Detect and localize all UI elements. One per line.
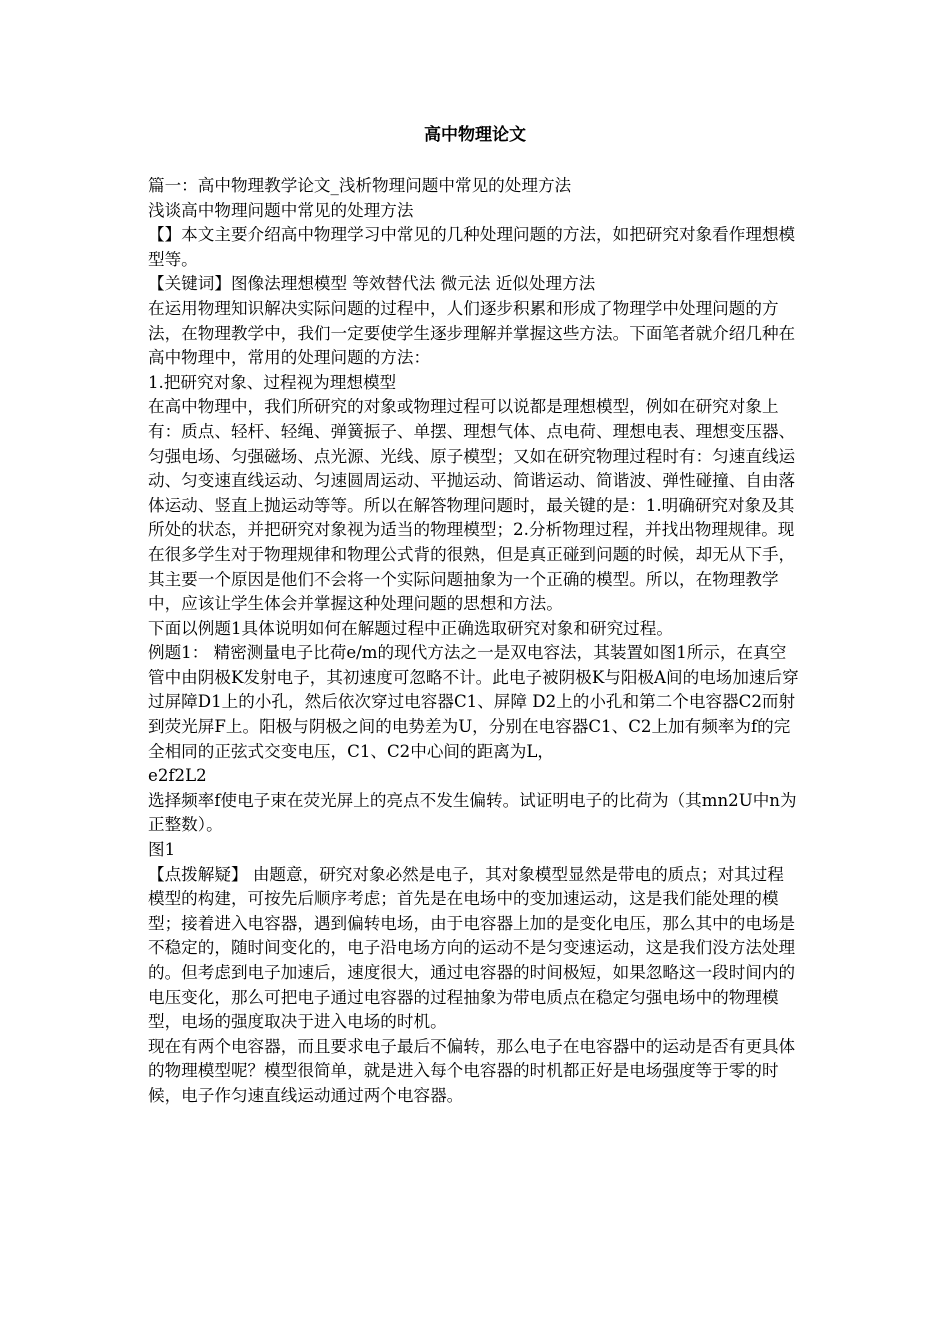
example-problem: 例题1： 精密测量电子比荷e/m的现代方法之一是双电容法，其装置如图1所示，在真空管中由阴极K发射电子，其初速度可忽略不计。此电子被阴极K与阳极A间的电场加速后穿过屏障D1上的小孔，然后依次穿过电容器C1、屏障 D2上的小孔和第二个电容器C2而射到荧光屏F上。阳极与阴极之间的电势差为U，分别在电容器C1、C2上加有频率为f的完全相同的正弦式交变电压，C1、C2中心间的距离为L， <box>148 643 799 761</box>
paragraph: 在运用物理知识解决实际问题的过程中，人们逐步积累和形成了物理学中处理问题的方法，在物理教学中，我们一定要使学生逐步理解并掌握这些方法。下面笔者就介绍几种在高中物理中，常用的处理问题的方法： <box>148 298 796 368</box>
document-body <box>148 174 800 1109</box>
paragraph: 现在有两个电容器，而且要求电子最后不偏转，那么电子在电容器中的运动是否有更具体的物理模型呢？模型很简单，就是进入每个电容器的时机都正好是电场强度等于零的时候，电子作匀速直线运动通过两个电容器。 <box>148 1036 796 1105</box>
formula-fragment: e2f2L2 <box>148 766 207 786</box>
subheading: 1.把研究对象、过程视为理想模型 <box>148 372 397 392</box>
paragraph: 下面以例题1具体说明如何在解题过程中正确选取研究对象和研究过程。 <box>148 618 673 638</box>
abstract: 【】本文主要介绍高中物理学习中常见的几种处理问题的方法，如把研究对象看作理想模型等。 <box>148 225 796 269</box>
paragraph: 选择频率f使电子束在荧光屏上的亮点不发生偏转。试证明电子的比荷为（其mn2U中n为正整数）。 <box>148 790 797 835</box>
section-heading: 篇一：高中物理教学论文_浅析物理问题中常见的处理方法 <box>148 176 572 195</box>
keywords: 【关键词】图像法理想模型 等效替代法 微元法 近似处理方法 <box>148 274 596 294</box>
article-title: 浅谈高中物理问题中常见的处理方法 <box>148 200 414 220</box>
document-title: 高中物理论文 <box>424 125 526 145</box>
paragraph: 在高中物理中，我们所研究的对象或物理过程可以说都是理想模型，例如在研究对象上有：质点、轻杆、轻绳、弹簧振子、单摆、理想气体、点电荷、理想电表、理想变压器、匀强电场、匀强磁场、点光源、光线、原子模型；又如在研究物理过程时有：匀速直线运动、匀变速直线运动、匀速圆周运动、平抛运动、简谐运动、简谐波、弹性碰撞、自由落体运动、竖直上抛运动等等。所以在解答物理问题时，最关键的是：1.明确研究对象及其所处的状态，并把研究对象视为适当的物理模型；2.分析物理过程，并找出物理规律。现在很多学生对于物理规律和物理公式背的很熟，但是真正碰到问题的时候，却无从下手，其主要一个原因是他们不会将一个实际问题抽象为一个正确的模型。所以，在物理教学中，应该让学生体会并掌握这种处理问题的思想和方法。 <box>148 397 796 614</box>
figure-caption: 图1 <box>148 840 176 860</box>
paragraph: 【点拨解疑】 由题意，研究对象必然是电子，其对象模型显然是带电的质点；对其过程模型的构建，可按先后顺序考虑；首先是在电场中的变加速运动，这是我们能处理的模型；接着进入电容器，遇到偏转电场，由于电容器上加的是变化电压，那么其中的电场是不稳定的，随时间变化的，电子沿电场方向的运动不是匀变速运动，这是我们没方法处理的。但考虑到电子加速后，速度很大，通过电容器的时间极短，如果忽略这一段时间内的电压变化，那么可把电子通过电容器的过程抽象为带电质点在稳定匀强电场中的物理模型，电场的强度取决于进入电场的时机。 <box>148 864 796 1032</box>
